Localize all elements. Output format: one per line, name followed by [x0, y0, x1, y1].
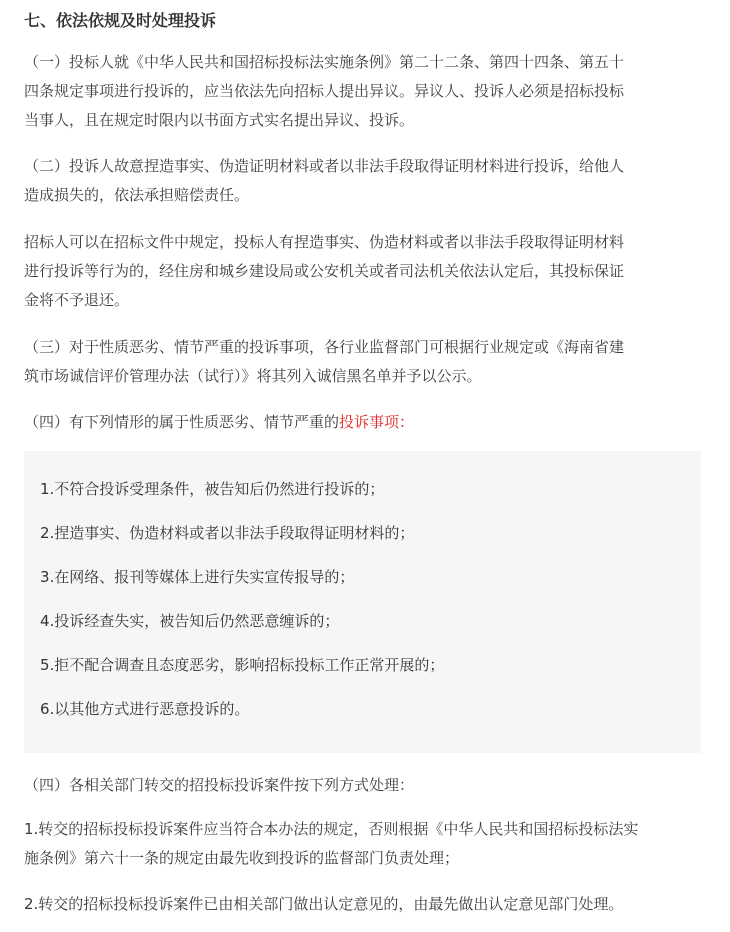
- list-item: 4.投诉经查失实，被告知后仍然恶意缠诉的；: [40, 612, 340, 630]
- list-item: 3.在网络、报刊等媒体上进行失实宣传报导的；: [40, 568, 355, 586]
- paragraph-line: （一）投标人就《中华人民共和国招标投标法实施条例》第二十二条、第四十四条、第五十: [24, 53, 625, 71]
- paragraph-line: 施条例》第六十一条的规定由最先收到投诉的监督部门负责处理；: [24, 849, 460, 867]
- paragraph-line: 造成损失的，依法承担赔偿责任。: [24, 186, 250, 204]
- paragraph-transfer-intro: [24, 771, 709, 800]
- paragraph-line: 2.转交的招标投标投诉案件已由相关部门做出认定意见的，由最先做出认定意见部门处理。: [24, 895, 624, 913]
- paragraph-line: 金将不予退还。: [24, 291, 130, 309]
- paragraph-line: （二）投诉人故意捏造事实、伪造证明材料或者以非法手段取得证明材料进行投诉，给他人: [24, 157, 625, 175]
- list-item: 6.以其他方式进行恶意投诉的。: [40, 700, 250, 718]
- section-heading: 七、依法依规及时处理投诉: [24, 11, 217, 30]
- serious-cases-list: [24, 451, 701, 753]
- list-item: 2.捏造事实、伪造材料或者以非法手段取得证明材料的；: [40, 524, 415, 542]
- paragraph-bid-bond: [24, 228, 709, 315]
- list-item: 5.拒不配合调查且态度恶劣，影响招标投标工作正常开展的；: [40, 656, 445, 674]
- paragraph-complaint-objection: [24, 48, 709, 135]
- paragraph-line: （三）对于性质恶劣、情节严重的投诉事项，各行业监督部门可根据行业规定或《海南省建: [24, 338, 625, 356]
- paragraph-line: 1.转交的招标投标投诉案件应当符合本办法的规定，否则根据《中华人民共和国招标投标法实: [24, 820, 639, 838]
- paragraph-serious-cases-intro: [24, 408, 709, 437]
- intro-text: （四）有下列情形的属于性质恶劣、情节严重的: [24, 413, 340, 431]
- paragraph-transfer-rule-2: [24, 890, 709, 919]
- paragraph-false-complaint-liability: [24, 152, 709, 210]
- paragraph-line: （四）各相关部门转交的招投标投诉案件按下列方式处理：: [24, 776, 415, 794]
- paragraph-blacklist: [24, 333, 709, 391]
- paragraph-line: 筑市场诚信评价管理办法（试行）》将其列入诚信黑名单并予以公示。: [24, 367, 482, 385]
- paragraph-transfer-rule-1: [24, 815, 709, 873]
- paragraph-line: 招标人可以在招标文件中规定，投标人有捏造事实、伪造材料或者以非法手段取得证明材料: [24, 233, 625, 251]
- list-item: 1.不符合投诉受理条件，被告知后仍然进行投诉的；: [40, 480, 385, 498]
- highlight-text: 投诉事项：: [339, 413, 415, 431]
- paragraph-line: 当事人，且在规定时限内以书面方式实名提出异议、投诉。: [24, 111, 415, 129]
- paragraph-line: 四条规定事项进行投诉的，应当依法先向招标人提出异议。异议人、投诉人必须是招标投标: [24, 82, 625, 100]
- paragraph-line: 进行投诉等行为的，经住房和城乡建设局或公安机关或者司法机关依法认定后，其投标保证: [24, 262, 625, 280]
- paragraph-line: [24, 408, 709, 437]
